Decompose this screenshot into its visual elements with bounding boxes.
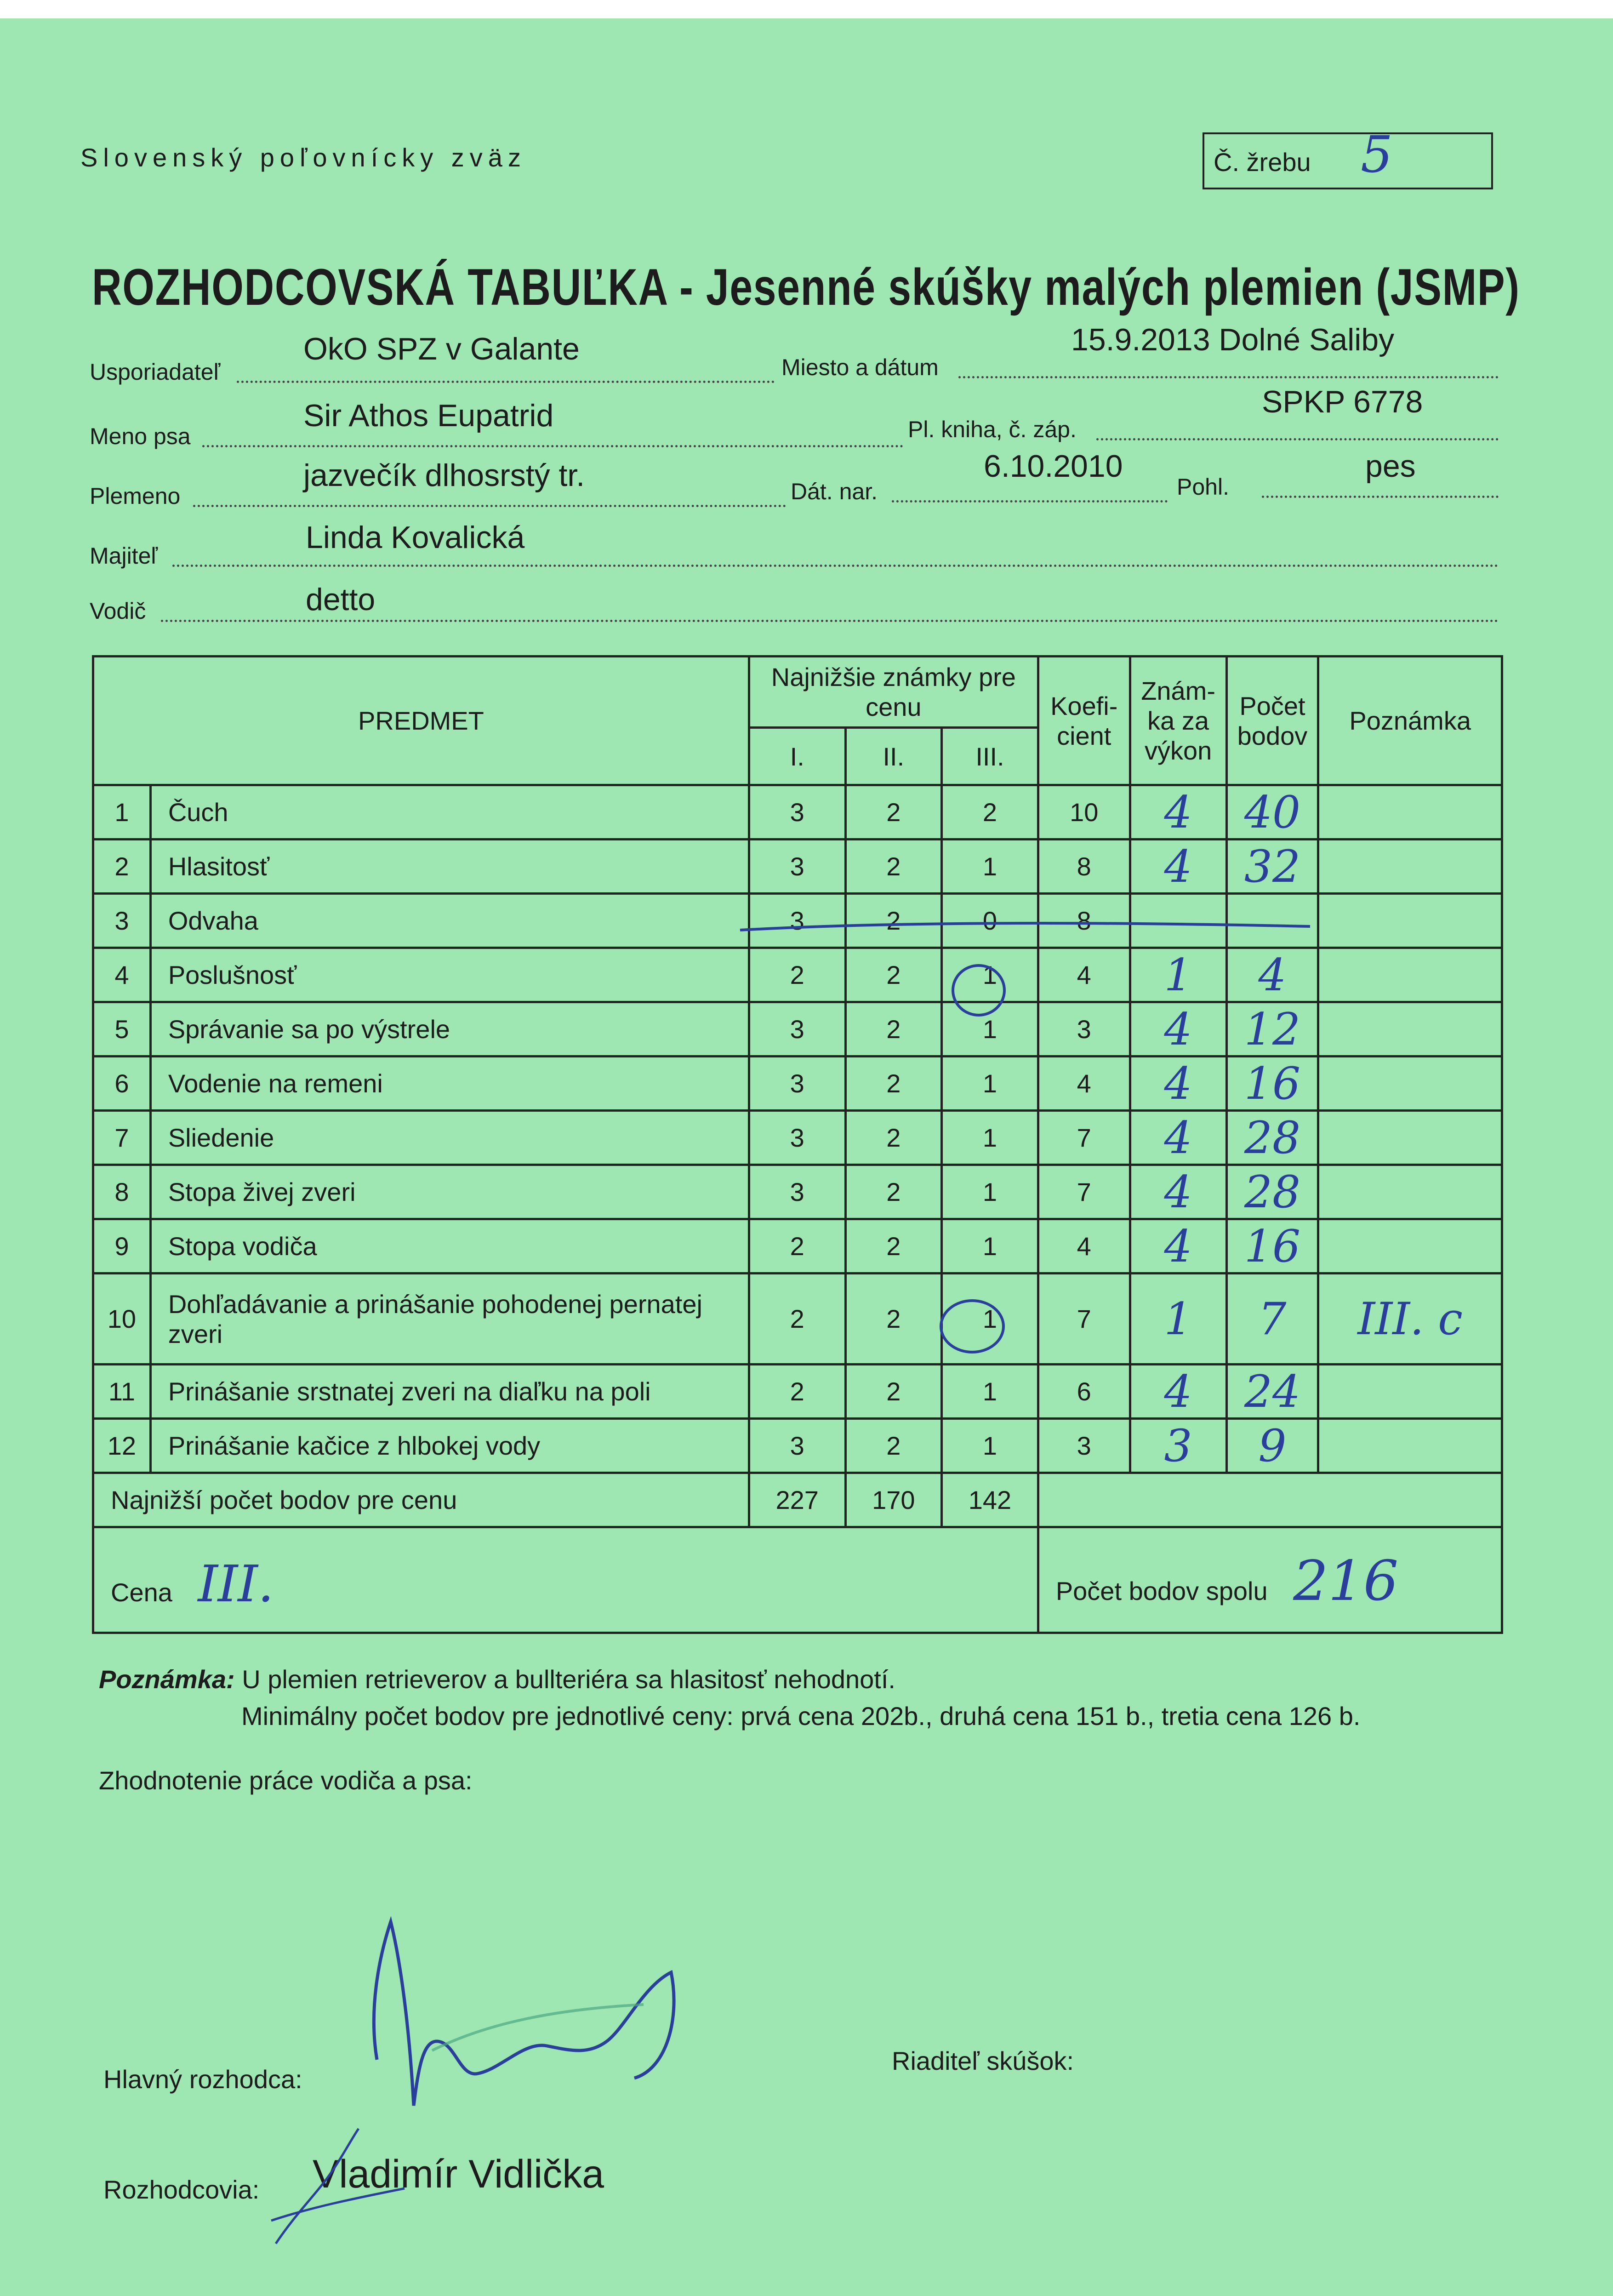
row-mark: 4: [1130, 785, 1226, 840]
header-subject: PREDMET: [93, 657, 749, 785]
evaluation-label: Zhodnotenie práce vodiča a psa:: [99, 1766, 473, 1795]
place-date-value: 15.9.2013 Dolné Saliby: [1071, 322, 1395, 357]
row-mark: 4: [1130, 1002, 1226, 1057]
row-coefficient: 7: [1038, 1274, 1130, 1365]
handler-label: Vodič: [90, 598, 146, 624]
row-min-prize-3: 1: [942, 1274, 1038, 1365]
row-remark: [1318, 1057, 1502, 1111]
row-min-prize-3: 1: [942, 1002, 1038, 1057]
row-min-prize-1: 2: [749, 948, 845, 1002]
note-label: Poznámka:: [99, 1665, 235, 1694]
row-min-prize-2: 2: [845, 1002, 942, 1057]
row-coefficient: 6: [1038, 1365, 1130, 1419]
row-number: 10: [93, 1274, 151, 1365]
owner-value: Linda Kovalická: [306, 520, 525, 555]
row-remark: [1318, 1002, 1502, 1057]
row-mark: 1: [1130, 1274, 1226, 1365]
row-points: 16: [1226, 1219, 1318, 1274]
row-remark: [1318, 1219, 1502, 1274]
row-mark: 4: [1130, 1057, 1226, 1111]
sex-label: Pohl.: [1177, 474, 1229, 500]
row-number: 12: [93, 1419, 151, 1473]
place-date-label: Miesto a dátum: [781, 354, 939, 380]
row-coefficient: 4: [1038, 1057, 1130, 1111]
prize-value: III.: [198, 1554, 274, 1613]
row-coefficient: 8: [1038, 894, 1130, 948]
row-remark: [1318, 840, 1502, 894]
row-min-prize-3: 0: [942, 894, 1038, 948]
row-subject: Prinášanie kačice z hlbokej vody: [150, 1419, 749, 1473]
row-subject: Odvaha: [150, 894, 749, 948]
studbook-line: [1096, 438, 1499, 440]
total-points-label: Počet bodov spolu: [1055, 1576, 1268, 1605]
row-subject: Prinášanie srstnatej zveri na diaľku na poli: [150, 1365, 749, 1419]
row-subject: Vodenie na remeni: [150, 1057, 749, 1111]
row-subject: Čuch: [150, 785, 749, 840]
row-remark: [1318, 1419, 1502, 1473]
row-mark: 3: [1130, 1419, 1226, 1473]
row-min-prize-2: 2: [845, 1365, 942, 1419]
prize-cell: [93, 1527, 1038, 1633]
row-min-prize-3: 1: [942, 840, 1038, 894]
row-mark: 1: [1130, 948, 1226, 1002]
prize-label: Cena: [111, 1578, 172, 1607]
row-min-prize-2: 2: [845, 1111, 942, 1165]
min-points-blank: [1038, 1473, 1502, 1527]
row-remark: [1318, 948, 1502, 1002]
row-points: 28: [1226, 1111, 1318, 1165]
row-min-prize-1: 2: [749, 1365, 845, 1419]
row-number: 1: [93, 785, 151, 840]
row-min-prize-1: 3: [749, 1057, 845, 1111]
header-coefficient: Koefi- cient: [1038, 657, 1130, 785]
row-min-prize-2: 2: [845, 1274, 942, 1365]
row-min-prize-2: 2: [845, 1419, 942, 1473]
row-points: 9: [1226, 1419, 1318, 1473]
sex-line: [1262, 496, 1499, 498]
row-min-prize-3: 1: [942, 1419, 1038, 1473]
chief-judge-label: Hlavný rozhodca:: [103, 2065, 302, 2094]
dog-name-value: Sir Athos Eupatrid: [303, 398, 554, 433]
row-min-prize-3: 1: [942, 1219, 1038, 1274]
row-remark: [1318, 1365, 1502, 1419]
table-row: [93, 1165, 1502, 1219]
form-sheet: [0, 18, 1613, 2296]
sex-value: pes: [1365, 449, 1416, 484]
header-performance-mark: Znám- ka za výkon: [1130, 657, 1226, 785]
row-mark: 4: [1130, 1219, 1226, 1274]
studbook-value: SPKP 6778: [1262, 384, 1423, 419]
row-remark: III. c: [1318, 1274, 1502, 1365]
row-number: 3: [93, 894, 151, 948]
scoring-table: [92, 655, 1503, 1634]
row-subject: Stopa vodiča: [150, 1219, 749, 1274]
owner-label: Majiteľ: [90, 543, 158, 569]
row-min-prize-1: 3: [749, 785, 845, 840]
row-min-prize-3: 1: [942, 1365, 1038, 1419]
table-row: [93, 1274, 1502, 1365]
header-prize-3: III.: [942, 728, 1038, 785]
min-points-prize-3: 142: [942, 1473, 1038, 1527]
row-coefficient: 3: [1038, 1419, 1130, 1473]
row-coefficient: 7: [1038, 1165, 1130, 1219]
row-mark: 4: [1130, 1365, 1226, 1419]
row-remark: [1318, 1165, 1502, 1219]
birth-date-value: 6.10.2010: [984, 449, 1123, 484]
organization-name: Slovenský poľovnícky zväz: [80, 143, 526, 172]
table-row: [93, 840, 1502, 894]
row-min-prize-1: 3: [749, 1165, 845, 1219]
birth-date-line: [892, 500, 1168, 503]
birth-date-label: Dát. nar.: [791, 479, 878, 504]
organizer-line: [237, 381, 775, 383]
row-subject: Poslušnosť: [150, 948, 749, 1002]
row-min-prize-3: 1: [942, 1165, 1038, 1219]
row-number: 8: [93, 1165, 151, 1219]
total-points-value: 216: [1293, 1549, 1399, 1613]
row-points: 40: [1226, 785, 1318, 840]
row-remark: [1318, 894, 1502, 948]
row-coefficient: 10: [1038, 785, 1130, 840]
row-subject: Hlasitosť: [150, 840, 749, 894]
lot-number-value: 5: [1361, 125, 1393, 184]
row-coefficient: 4: [1038, 948, 1130, 1002]
row-min-prize-3: 1: [942, 1057, 1038, 1111]
row-min-prize-2: 2: [845, 785, 942, 840]
place-date-line: [958, 376, 1499, 378]
header-prize-1: I.: [749, 728, 845, 785]
min-points-row: [93, 1473, 1502, 1527]
table-row: [93, 785, 1502, 840]
row-mark: 4: [1130, 1111, 1226, 1165]
header-points: Počet bodov: [1226, 657, 1318, 785]
row-min-prize-2: 2: [845, 840, 942, 894]
handler-line: [161, 620, 1499, 622]
row-number: 4: [93, 948, 151, 1002]
header-min-marks: Najnižšie známky pre cenu: [749, 657, 1038, 728]
form-title: ROZHODCOVSKÁ TABUĽKA - Jesenné skúšky malých plemien (JSMP): [92, 258, 1520, 316]
studbook-label: Pl. kniha, č. záp.: [908, 417, 1077, 442]
row-min-prize-2: 2: [845, 1219, 942, 1274]
row-coefficient: 4: [1038, 1219, 1130, 1274]
row-min-prize-3: 1: [942, 1111, 1038, 1165]
table-row: [93, 1219, 1502, 1274]
row-number: 7: [93, 1111, 151, 1165]
row-min-prize-1: 3: [749, 1419, 845, 1473]
row-points: 24: [1226, 1365, 1318, 1419]
row-min-prize-2: 2: [845, 1057, 942, 1111]
row-min-prize-1: 2: [749, 1274, 845, 1365]
row-points: 4: [1226, 948, 1318, 1002]
row-coefficient: 7: [1038, 1111, 1130, 1165]
director-label: Riaditeľ skúšok:: [892, 2046, 1074, 2075]
row-min-prize-3: 2: [942, 785, 1038, 840]
table-row: [93, 1057, 1502, 1111]
organizer-value: OkO SPZ v Galante: [303, 331, 580, 366]
total-cell: [1038, 1527, 1502, 1633]
row-min-prize-2: 2: [845, 1165, 942, 1219]
header-remark: Poznámka: [1318, 657, 1502, 785]
dog-name-line: [202, 445, 903, 447]
organizer-label: Usporiadateľ: [90, 359, 221, 385]
row-min-prize-1: 2: [749, 1219, 845, 1274]
header-prize-2: II.: [845, 728, 942, 785]
row-min-prize-3: 1: [942, 948, 1038, 1002]
row-points: 7: [1226, 1274, 1318, 1365]
row-remark: [1318, 1111, 1502, 1165]
row-number: 6: [93, 1057, 151, 1111]
note-text: U plemien retrieverov a bullteriéra sa hlasitosť nehodnotí.: [242, 1665, 895, 1694]
row-remark: [1318, 785, 1502, 840]
breed-line: [193, 505, 786, 507]
summary-row: [93, 1527, 1502, 1633]
table-row: [93, 1002, 1502, 1057]
row-mark: 4: [1130, 1165, 1226, 1219]
min-points-prize-2: 170: [845, 1473, 942, 1527]
breed-value: jazvečík dlhosrstý tr.: [303, 458, 585, 493]
row-number: 9: [93, 1219, 151, 1274]
row-min-prize-2: 2: [845, 894, 942, 948]
row-min-prize-1: 3: [749, 894, 845, 948]
circle-mark-row-10: [938, 1296, 1007, 1356]
dog-name-label: Meno psa: [90, 423, 191, 449]
row-points: 12: [1226, 1002, 1318, 1057]
row-points: 32: [1226, 840, 1318, 894]
row-min-prize-1: 3: [749, 1111, 845, 1165]
lot-number-label: Č. žrebu: [1214, 148, 1311, 177]
chief-judge-signature: [349, 1903, 726, 2142]
circle-mark-row-4: [949, 961, 1009, 1021]
row-min-prize-1: 3: [749, 840, 845, 894]
row-number: 2: [93, 840, 151, 894]
row-coefficient: 8: [1038, 840, 1130, 894]
row-number: 11: [93, 1365, 151, 1419]
row-subject: Správanie sa po výstrele: [150, 1002, 749, 1057]
min-points-prize-1: 227: [749, 1473, 845, 1527]
row-min-prize-1: 3: [749, 1002, 845, 1057]
min-points-label: Najnižší počet bodov pre cenu: [93, 1473, 749, 1527]
row-subject: Dohľadávanie a prinášanie pohodenej pernatej zveri: [150, 1274, 749, 1365]
row-coefficient: 3: [1038, 1002, 1130, 1057]
row-points: 28: [1226, 1165, 1318, 1219]
row-points: 16: [1226, 1057, 1318, 1111]
table-row: [93, 1419, 1502, 1473]
row-subject: Sliedenie: [150, 1111, 749, 1165]
judge-name-stamp: Vladimír Vidlička: [313, 2152, 604, 2196]
note-line-1: [99, 1664, 895, 1694]
breed-label: Plemeno: [90, 483, 181, 509]
row-min-prize-2: 2: [845, 948, 942, 1002]
strike-through-line: [735, 913, 1315, 940]
table-row: [93, 1365, 1502, 1419]
judges-label: Rozhodcovia:: [103, 2175, 260, 2204]
judge-signature: [257, 2115, 423, 2253]
row-subject: Stopa živej zveri: [150, 1165, 749, 1219]
note-text-2: Minimálny počet bodov pre jednotlivé ceny: prvá cena 202b., druhá cena 151 b., tretia cena 126 b.: [241, 1702, 1361, 1731]
table-row: [93, 948, 1502, 1002]
owner-line: [172, 565, 1499, 567]
row-mark: 4: [1130, 840, 1226, 894]
handler-value: detto: [306, 582, 376, 617]
row-number: 5: [93, 1002, 151, 1057]
table-row: [93, 1111, 1502, 1165]
